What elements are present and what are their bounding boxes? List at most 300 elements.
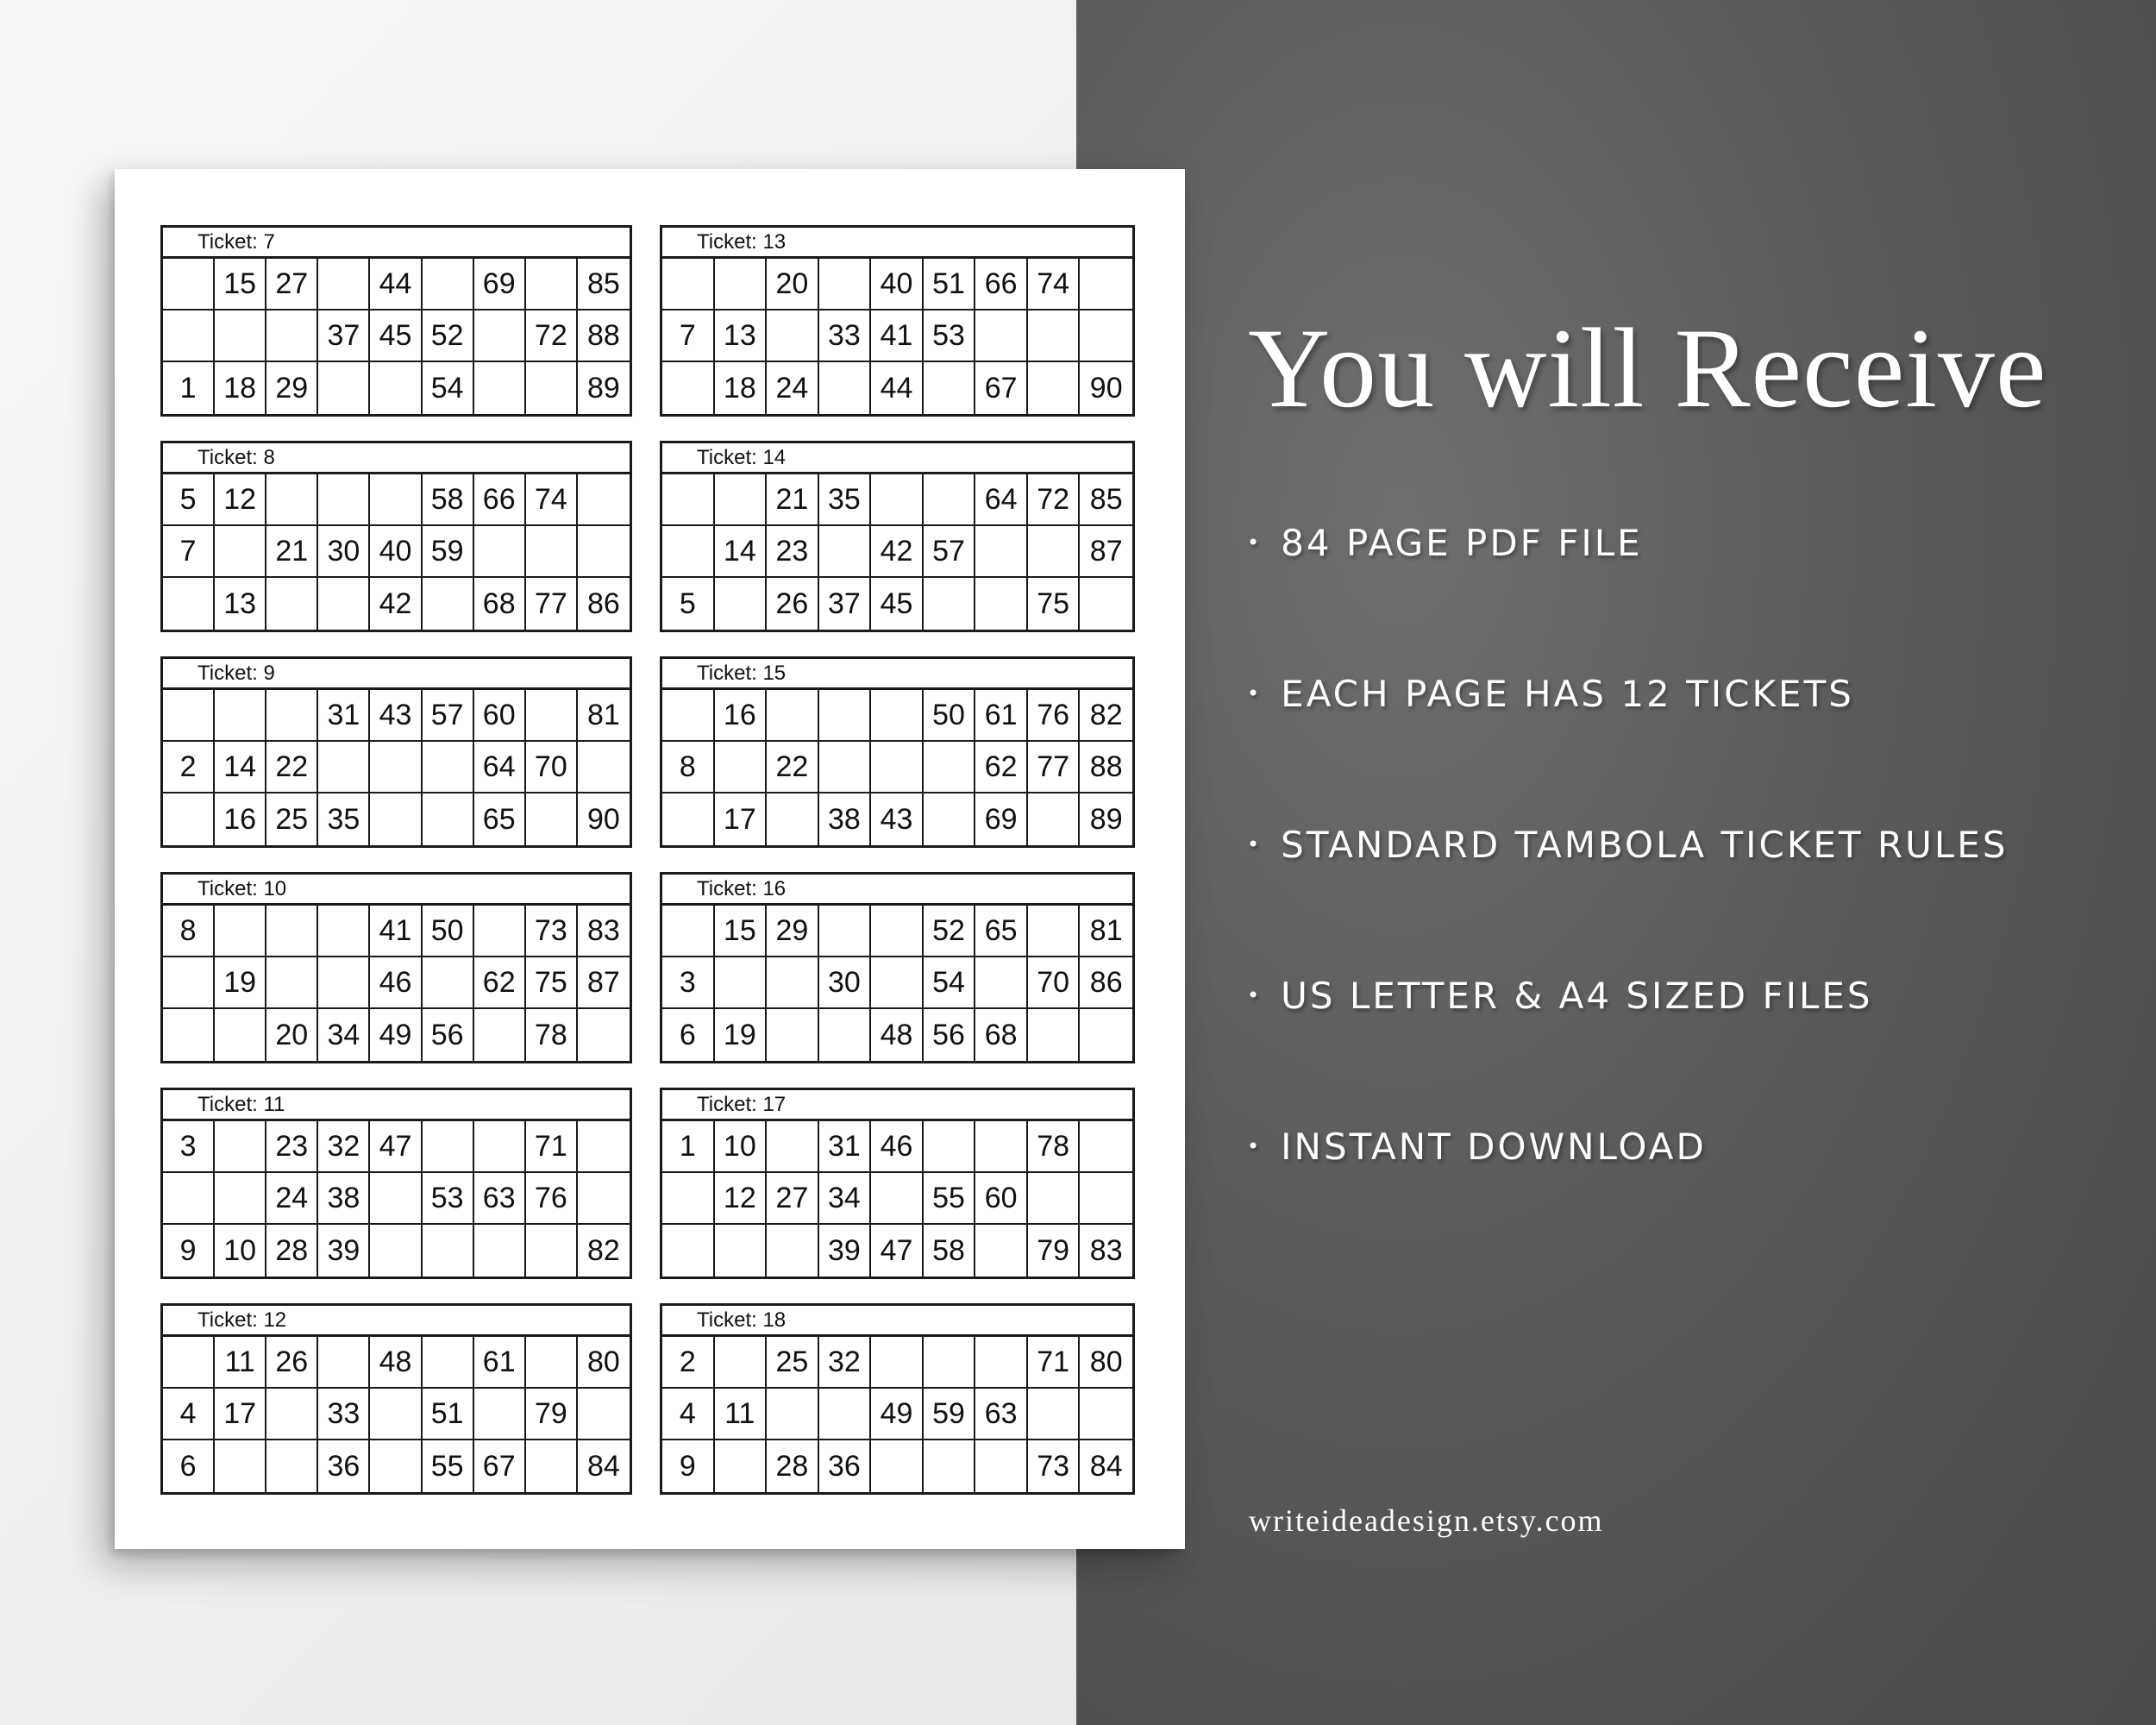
shop-url: writeideadesign.etsy.com <box>1249 1503 1604 1538</box>
ticket-cell <box>266 1440 318 1492</box>
ticket-cell: 75 <box>1028 578 1081 630</box>
ticket-cell <box>924 1440 976 1492</box>
ticket-cell <box>1080 1173 1132 1225</box>
ticket-cell <box>370 1389 422 1440</box>
ticket <box>160 225 632 417</box>
ticket-cell: 89 <box>1089 802 1123 836</box>
ticket-cell <box>423 1121 474 1173</box>
ticket-cell: 18 <box>215 362 266 414</box>
ticket-cell: 47 <box>871 1225 924 1276</box>
ticket-cell: 34 <box>318 1009 370 1061</box>
ticket-cell: 46 <box>370 957 422 1009</box>
ticket-cell: 90 <box>587 802 620 836</box>
ticket-cell: 33 <box>819 310 872 362</box>
ticket-cell <box>975 310 1028 362</box>
ticket-cell: 8 <box>163 906 215 957</box>
ticket-cell: 49 <box>871 1389 924 1440</box>
ticket-cell <box>767 794 819 845</box>
ticket-cell <box>767 690 819 742</box>
ticket-cell <box>578 526 630 578</box>
ticket-cell: 45 <box>370 310 422 362</box>
ticket-cell: 17 <box>215 1389 266 1440</box>
ticket-cell <box>526 259 578 310</box>
ticket-cell <box>871 906 924 957</box>
ticket-cell <box>163 259 215 310</box>
ticket-cell <box>819 259 872 310</box>
ticket-cell <box>924 742 976 794</box>
ticket <box>660 225 1135 417</box>
ticket-cell: 35 <box>318 794 370 845</box>
ticket-cell: 82 <box>587 1233 620 1267</box>
ticket-cell: 56 <box>924 1009 976 1061</box>
ticket-cell <box>215 310 266 362</box>
feature-item <box>1247 673 1854 715</box>
ticket-cell <box>318 578 370 630</box>
ticket-cell: 36 <box>819 1440 872 1492</box>
ticket <box>660 441 1135 632</box>
ticket-cell: 15 <box>715 906 768 957</box>
ticket-cell: 4 <box>163 1389 215 1440</box>
ticket-grid <box>163 906 630 1061</box>
ticket-cell: 86 <box>1080 957 1132 1009</box>
feature-item <box>1247 975 1873 1017</box>
ticket-cell: 31 <box>819 1121 872 1173</box>
ticket-cell: 29 <box>266 362 318 414</box>
ticket-cell: 84 <box>1089 1449 1123 1483</box>
ticket-cell <box>1028 310 1081 362</box>
ticket-cell: 69 <box>975 794 1028 845</box>
ticket-cell <box>163 578 215 630</box>
ticket-cell <box>819 690 872 742</box>
ticket-cell: 47 <box>370 1121 422 1173</box>
ticket-cell <box>526 1225 578 1276</box>
ticket-grid <box>163 259 630 414</box>
ticket-cell: 28 <box>266 1225 318 1276</box>
ticket-cell: 42 <box>871 526 924 578</box>
ticket-cell <box>871 1173 924 1225</box>
ticket-cell <box>474 1121 526 1173</box>
ticket-cell: 17 <box>715 794 768 845</box>
ticket-cell: 81 <box>1080 906 1132 957</box>
ticket-cell <box>163 1009 215 1061</box>
ticket-cell <box>975 578 1028 630</box>
ticket-cell <box>975 1225 1028 1276</box>
ticket-cell: 61 <box>975 690 1028 742</box>
ticket-cell: 26 <box>767 578 819 630</box>
ticket-cell: 23 <box>767 526 819 578</box>
ticket-cell: 27 <box>266 259 318 310</box>
ticket-cell: 41 <box>871 310 924 362</box>
ticket <box>160 441 632 632</box>
ticket-cell: 63 <box>975 1389 1028 1440</box>
ticket-grid <box>662 690 1132 845</box>
feature-text: 84 PAGE PDF FILE <box>1281 522 1643 564</box>
ticket-cell <box>1080 578 1132 630</box>
ticket-cell <box>266 1389 318 1440</box>
ticket-cell <box>526 690 578 742</box>
ticket-cell: 65 <box>975 906 1028 957</box>
ticket-cell: 14 <box>715 526 768 578</box>
ticket-cell: 33 <box>318 1389 370 1440</box>
ticket-cell: 79 <box>526 1389 578 1440</box>
ticket-cell <box>1028 906 1081 957</box>
ticket-cell <box>924 362 976 414</box>
ticket-cell <box>370 742 422 794</box>
ticket-cell <box>1080 1121 1132 1173</box>
feature-text: INSTANT DOWNLOAD <box>1281 1126 1707 1168</box>
ticket-cell: 54 <box>924 957 976 1009</box>
ticket-cell: 30 <box>318 526 370 578</box>
ticket-cell: 5 <box>662 578 715 630</box>
ticket-cell <box>871 474 924 526</box>
ticket-cell: 75 <box>526 957 578 1009</box>
ticket-cell <box>871 957 924 1009</box>
ticket-cell <box>715 1337 768 1389</box>
ticket-cell <box>975 1440 1028 1492</box>
ticket-cell: 55 <box>423 1440 474 1492</box>
ticket-cell: 35 <box>819 474 872 526</box>
ticket-cell: 28 <box>767 1440 819 1492</box>
ticket-cell <box>662 906 715 957</box>
ticket-cell: 41 <box>370 906 422 957</box>
ticket-grid <box>662 906 1132 1061</box>
ticket-cell <box>163 1173 215 1225</box>
ticket-cell: 24 <box>767 362 819 414</box>
ticket-cell: 9 <box>662 1440 715 1492</box>
ticket-cell <box>163 310 215 362</box>
ticket-cell: 87 <box>1080 526 1132 578</box>
ticket-cell <box>819 1009 872 1061</box>
ticket-cell <box>266 474 318 526</box>
ticket-cell: 21 <box>266 526 318 578</box>
ticket-cell: 12 <box>215 474 266 526</box>
ticket-cell: 49 <box>370 1009 422 1061</box>
ticket-cell: 29 <box>767 906 819 957</box>
ticket-cell: 72 <box>526 310 578 362</box>
ticket-cell: 37 <box>318 310 370 362</box>
ticket-cell: 67 <box>474 1440 526 1492</box>
ticket-cell: 88 <box>1080 742 1132 794</box>
ticket-cell: 1 <box>163 362 215 414</box>
ticket-grid <box>662 474 1132 630</box>
ticket-cell: 64 <box>975 474 1028 526</box>
ticket-cell: 27 <box>767 1173 819 1225</box>
ticket-cell: 43 <box>871 794 924 845</box>
ticket-cell <box>370 1173 422 1225</box>
ticket-cell: 32 <box>819 1337 872 1389</box>
ticket-cell <box>526 362 578 414</box>
ticket-cell <box>215 1440 266 1492</box>
ticket-cell: 51 <box>924 259 976 310</box>
ticket-cell: 21 <box>767 474 819 526</box>
ticket-cell: 57 <box>924 526 976 578</box>
ticket-cell: 61 <box>474 1337 526 1389</box>
ticket-cell: 60 <box>975 1173 1028 1225</box>
ticket-cell <box>1080 1389 1132 1440</box>
feature-text: EACH PAGE HAS 12 TICKETS <box>1281 673 1854 715</box>
ticket-label: Ticket: 9 <box>163 659 630 690</box>
ticket-cell <box>819 906 872 957</box>
ticket-cell: 71 <box>526 1121 578 1173</box>
ticket-cell: 88 <box>578 310 630 362</box>
ticket-cell: 23 <box>266 1121 318 1173</box>
ticket-cell <box>767 1121 819 1173</box>
ticket-cell <box>474 906 526 957</box>
ticket-cell: 80 <box>1080 1337 1132 1389</box>
ticket-label: Ticket: 17 <box>662 1090 1132 1121</box>
bullet-icon: • <box>1247 681 1263 706</box>
ticket-cell <box>715 259 768 310</box>
ticket-cell: 16 <box>715 690 768 742</box>
ticket-cell <box>767 1009 819 1061</box>
ticket-grid <box>163 1337 630 1492</box>
ticket-cell: 58 <box>423 474 474 526</box>
ticket-cell <box>423 1225 474 1276</box>
ticket-grid <box>163 474 630 630</box>
ticket-cell: 48 <box>370 1337 422 1389</box>
ticket-label: Ticket: 14 <box>662 443 1132 474</box>
ticket-cell: 78 <box>1028 1121 1081 1173</box>
ticket-cell <box>975 957 1028 1009</box>
ticket-cell: 19 <box>215 957 266 1009</box>
ticket-cell: 73 <box>526 906 578 957</box>
ticket-cell <box>163 794 215 845</box>
ticket-cell: 32 <box>318 1121 370 1173</box>
ticket-cell: 3 <box>662 957 715 1009</box>
ticket-cell <box>1028 1009 1081 1061</box>
ticket-cell: 1 <box>662 1121 715 1173</box>
ticket-cell <box>975 526 1028 578</box>
ticket-cell <box>474 362 526 414</box>
ticket <box>660 872 1135 1063</box>
ticket-cell <box>767 1389 819 1440</box>
ticket-cell <box>266 310 318 362</box>
ticket-cell: 85 <box>578 259 630 310</box>
heading: You will Receive <box>1248 304 2047 431</box>
ticket-grid <box>163 690 630 845</box>
ticket-cell: 2 <box>662 1337 715 1389</box>
ticket-cell: 70 <box>526 742 578 794</box>
ticket-label: Ticket: 10 <box>163 875 630 906</box>
ticket-cell: 54 <box>423 362 474 414</box>
ticket-cell: 60 <box>474 690 526 742</box>
ticket-cell <box>1028 794 1081 845</box>
ticket-cell: 38 <box>318 1173 370 1225</box>
ticket-grid <box>662 1337 1132 1492</box>
ticket-cell: 44 <box>871 362 924 414</box>
ticket-cell: 12 <box>715 1173 768 1225</box>
ticket-cell <box>474 1389 526 1440</box>
ticket-label: Ticket: 8 <box>163 443 630 474</box>
ticket-cell: 56 <box>423 1009 474 1061</box>
ticket-cell: 86 <box>587 586 620 620</box>
ticket-cell <box>215 1009 266 1061</box>
ticket-cell <box>662 1173 715 1225</box>
ticket-grid <box>163 1121 630 1276</box>
ticket-cell: 76 <box>526 1173 578 1225</box>
ticket-cell <box>318 957 370 1009</box>
ticket-cell <box>578 742 630 794</box>
ticket <box>660 656 1135 848</box>
ticket-cell: 82 <box>1080 690 1132 742</box>
ticket-cell <box>662 1225 715 1276</box>
ticket-cell <box>578 1121 630 1173</box>
ticket-grid <box>662 259 1132 414</box>
ticket-cell <box>423 578 474 630</box>
ticket-cell <box>318 362 370 414</box>
ticket-cell: 77 <box>526 578 578 630</box>
ticket-cell: 11 <box>215 1337 266 1389</box>
ticket-cell <box>871 742 924 794</box>
ticket-cell <box>819 742 872 794</box>
ticket-cell: 13 <box>215 578 266 630</box>
ticket-cell <box>370 1225 422 1276</box>
ticket-cell: 63 <box>474 1173 526 1225</box>
ticket-cell: 34 <box>819 1173 872 1225</box>
ticket-cell: 53 <box>924 310 976 362</box>
ticket-cell: 25 <box>266 794 318 845</box>
ticket-cell <box>578 474 630 526</box>
ticket-cell: 42 <box>370 578 422 630</box>
ticket-cell: 81 <box>578 690 630 742</box>
ticket-cell: 10 <box>215 1225 266 1276</box>
ticket-cell: 71 <box>1028 1337 1081 1389</box>
ticket-cell <box>318 1337 370 1389</box>
ticket-cell: 22 <box>266 742 318 794</box>
ticket-cell: 38 <box>819 794 872 845</box>
ticket-cell <box>163 1337 215 1389</box>
ticket-cell <box>215 1121 266 1173</box>
ticket-cell: 16 <box>215 794 266 845</box>
ticket-cell: 6 <box>163 1440 215 1492</box>
ticket-cell: 14 <box>215 742 266 794</box>
ticket-grid <box>662 1121 1132 1276</box>
ticket-cell: 74 <box>1028 259 1081 310</box>
ticket-cell: 13 <box>715 310 768 362</box>
ticket <box>660 1303 1135 1495</box>
feature-text: US LETTER & A4 SIZED FILES <box>1281 975 1873 1017</box>
ticket <box>160 656 632 848</box>
ticket-cell <box>423 957 474 1009</box>
ticket-cell <box>924 474 976 526</box>
ticket-cell <box>423 1337 474 1389</box>
ticket-cell: 40 <box>871 259 924 310</box>
ticket-cell: 70 <box>1028 957 1081 1009</box>
feature-item <box>1247 522 1643 564</box>
ticket-cell <box>871 1440 924 1492</box>
ticket-cell: 59 <box>423 526 474 578</box>
ticket-cell <box>318 742 370 794</box>
ticket-cell <box>526 794 578 845</box>
ticket-cell: 37 <box>819 578 872 630</box>
ticket-cell <box>662 526 715 578</box>
ticket-cell: 43 <box>370 690 422 742</box>
ticket-cell <box>370 794 422 845</box>
ticket-cell: 66 <box>975 259 1028 310</box>
ticket-cell: 15 <box>215 259 266 310</box>
feature-text: STANDARD TAMBOLA TICKET RULES <box>1281 824 2009 866</box>
ticket-cell: 78 <box>526 1009 578 1061</box>
ticket-cell <box>1080 1009 1132 1061</box>
ticket-cell: 5 <box>163 474 215 526</box>
ticket-cell <box>474 310 526 362</box>
ticket-cell <box>423 794 474 845</box>
ticket-cell <box>318 906 370 957</box>
ticket-cell <box>215 1173 266 1225</box>
ticket-cell: 83 <box>1089 1233 1123 1267</box>
ticket-cell: 59 <box>924 1389 976 1440</box>
bullet-icon: • <box>1247 530 1263 555</box>
ticket-cell <box>474 1225 526 1276</box>
ticket-cell <box>578 1389 630 1440</box>
bullet-icon: • <box>1247 982 1263 1007</box>
ticket-cell: 10 <box>715 1121 768 1173</box>
ticket-cell <box>1080 310 1132 362</box>
ticket-cell <box>318 259 370 310</box>
ticket-cell: 48 <box>871 1009 924 1061</box>
ticket-cell <box>924 578 976 630</box>
ticket-cell <box>924 794 976 845</box>
ticket-cell <box>924 1337 976 1389</box>
ticket-cell: 62 <box>474 957 526 1009</box>
ticket-cell: 74 <box>526 474 578 526</box>
ticket-cell <box>819 362 872 414</box>
ticket-cell <box>871 690 924 742</box>
ticket-cell: 39 <box>819 1225 872 1276</box>
bullet-icon: • <box>1247 831 1263 856</box>
ticket-cell <box>767 1225 819 1276</box>
ticket-cell: 19 <box>715 1009 768 1061</box>
ticket-cell: 31 <box>318 690 370 742</box>
ticket-cell: 66 <box>474 474 526 526</box>
ticket-cell: 84 <box>587 1449 620 1483</box>
ticket-cell <box>819 526 872 578</box>
ticket-cell <box>266 906 318 957</box>
ticket-cell <box>163 957 215 1009</box>
ticket-cell: 24 <box>266 1173 318 1225</box>
ticket-cell: 40 <box>370 526 422 578</box>
ticket-cell <box>1028 526 1081 578</box>
ticket-cell <box>215 906 266 957</box>
ticket-cell: 77 <box>1028 742 1081 794</box>
ticket-cell <box>1028 1173 1081 1225</box>
ticket-label: Ticket: 16 <box>662 875 1132 906</box>
ticket-cell <box>975 1121 1028 1173</box>
ticket-cell: 80 <box>578 1337 630 1389</box>
ticket-cell: 25 <box>767 1337 819 1389</box>
ticket-cell <box>767 957 819 1009</box>
ticket-cell: 62 <box>975 742 1028 794</box>
ticket-cell: 57 <box>423 690 474 742</box>
ticket-cell: 72 <box>1028 474 1081 526</box>
ticket-cell <box>266 957 318 1009</box>
ticket-label: Ticket: 7 <box>163 228 630 259</box>
ticket-cell: 65 <box>474 794 526 845</box>
ticket-cell <box>715 578 768 630</box>
ticket-cell <box>266 578 318 630</box>
ticket-cell: 39 <box>318 1225 370 1276</box>
ticket-cell <box>578 1173 630 1225</box>
ticket-cell: 76 <box>1028 690 1081 742</box>
ticket-cell: 20 <box>767 259 819 310</box>
ticket-label: Ticket: 13 <box>662 228 1132 259</box>
ticket-cell: 51 <box>423 1389 474 1440</box>
ticket-cell: 68 <box>474 578 526 630</box>
ticket-cell: 11 <box>715 1389 768 1440</box>
ticket-cell: 45 <box>871 578 924 630</box>
ticket <box>160 1088 632 1279</box>
ticket-cell <box>215 526 266 578</box>
